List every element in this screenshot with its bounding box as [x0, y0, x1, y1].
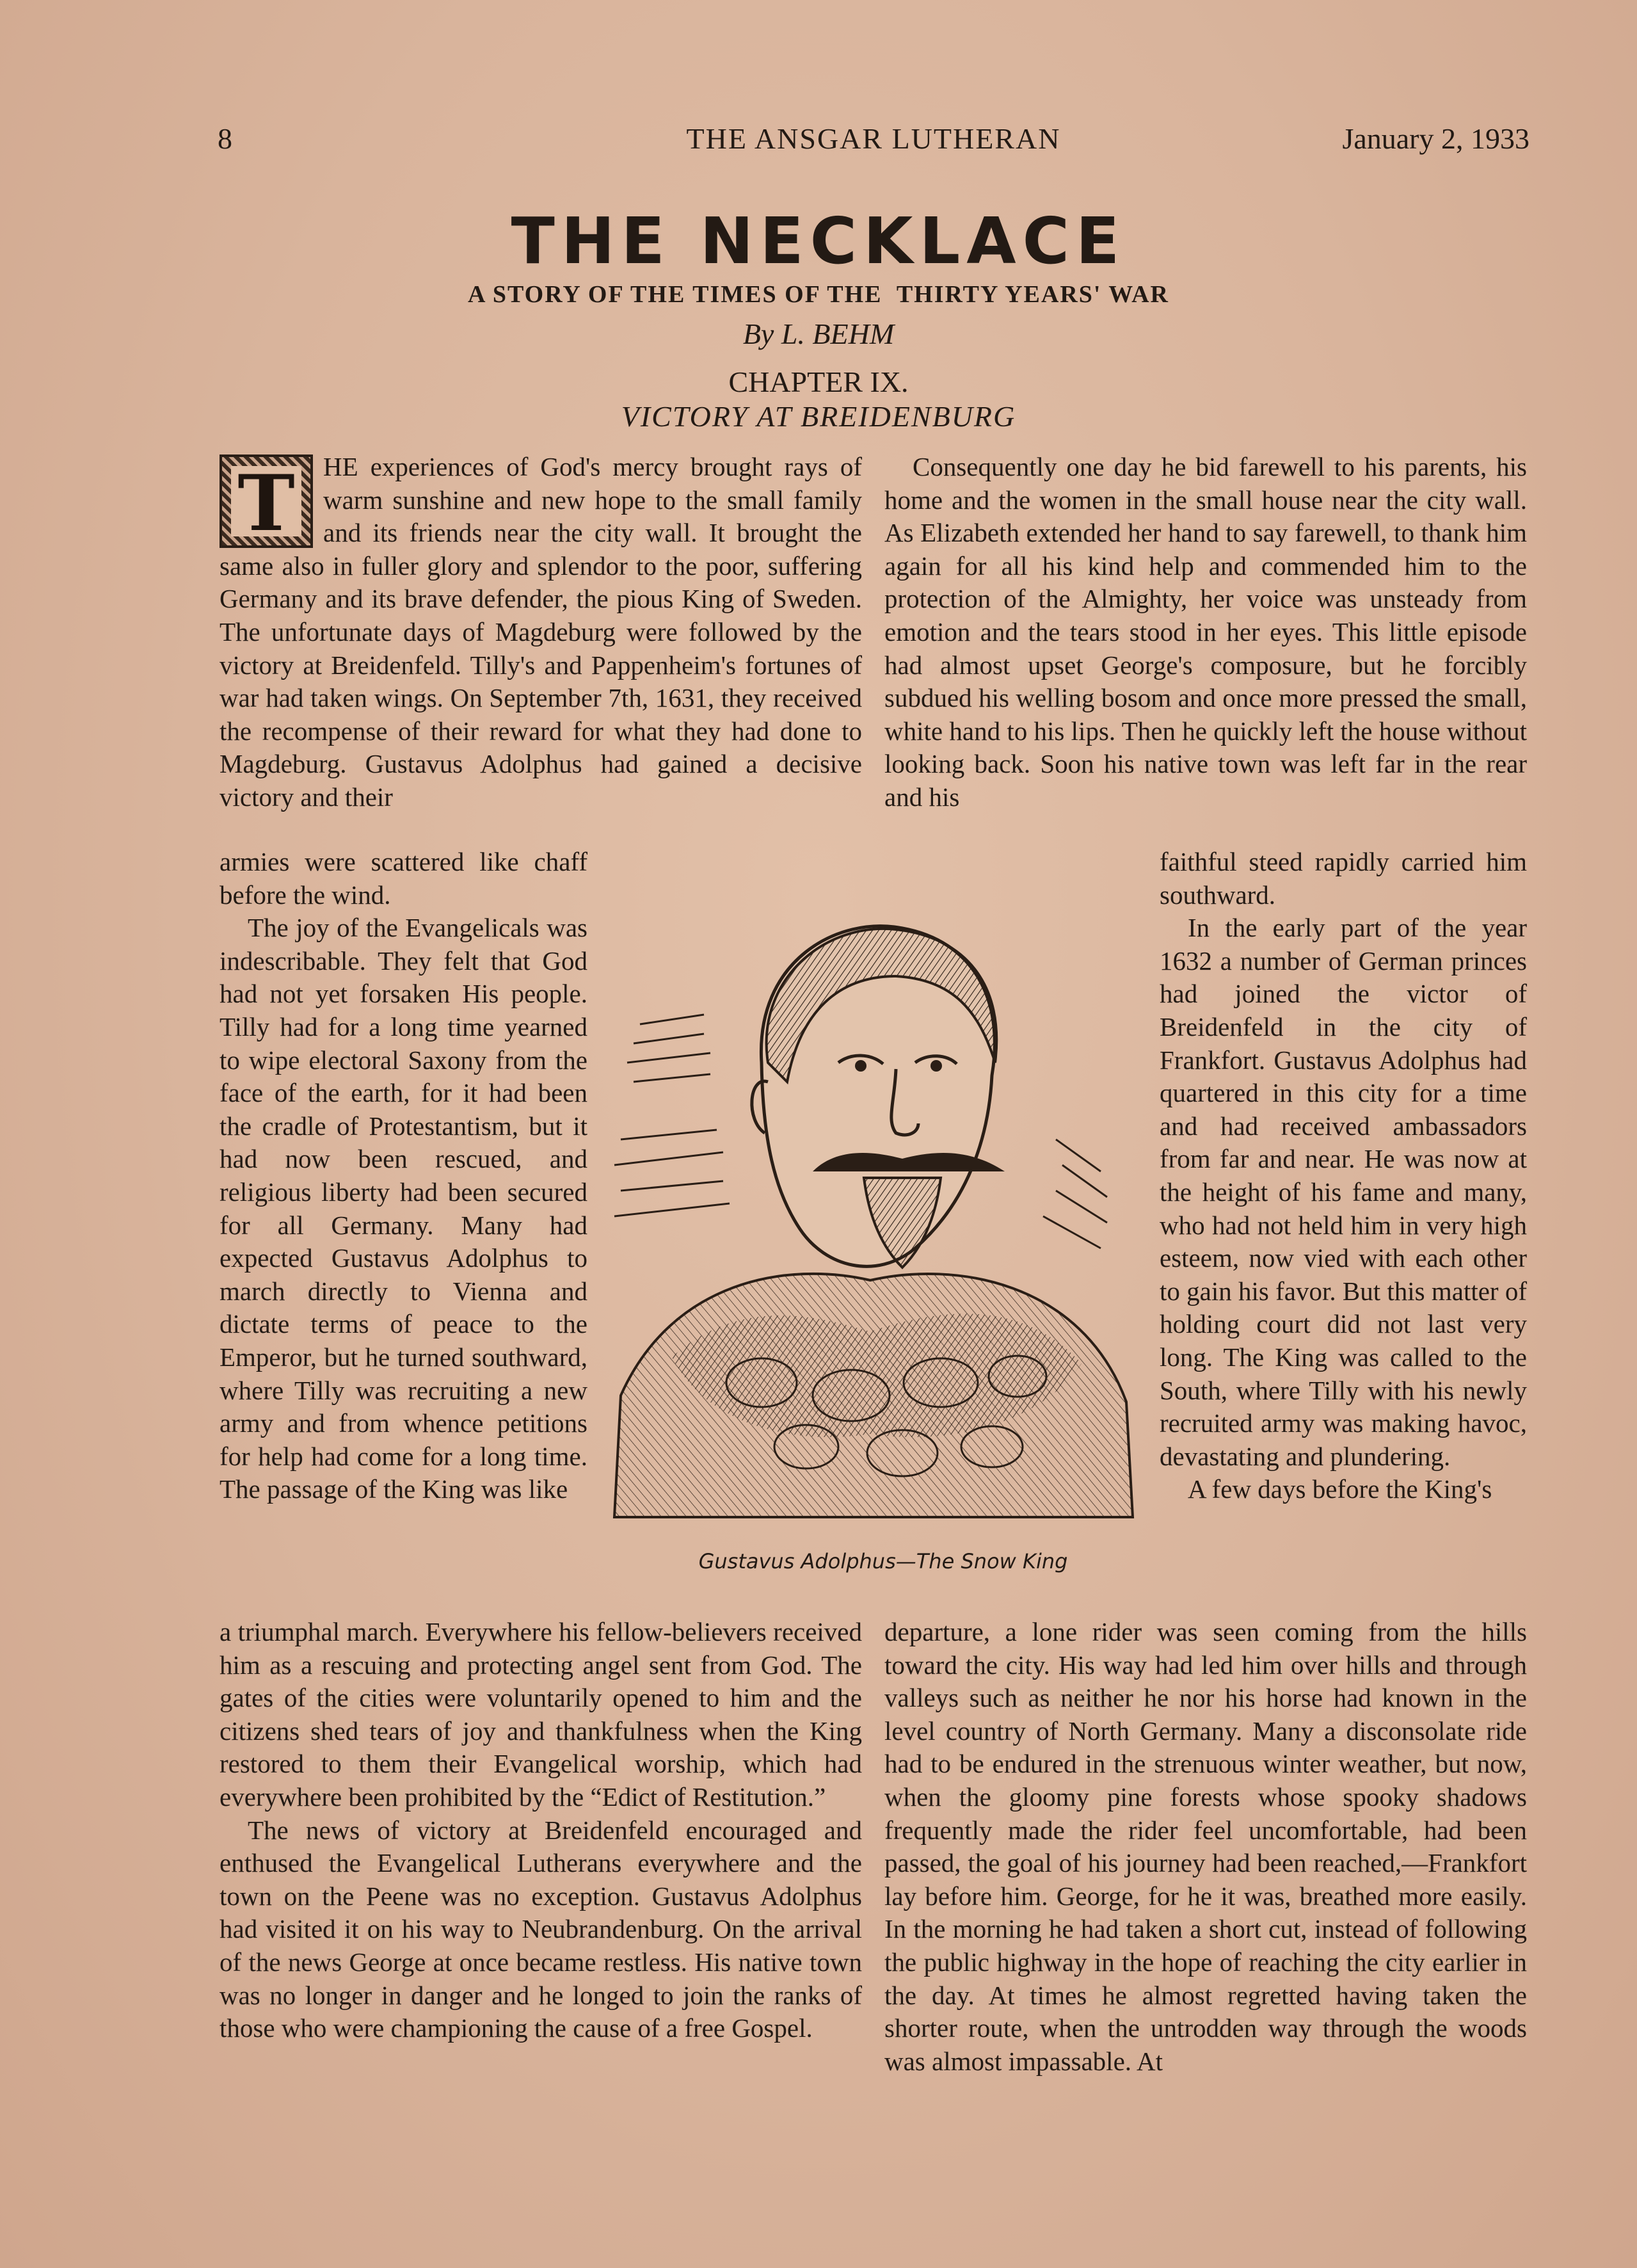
- paragraph: The joy of the Evangelicals was indescribable. They felt that God had not yet forsaken His people. Tilly had for a long time yearned to wipe electoral Saxony from the face of the earth, for it had been the cradle of Protestantism, but it had now been rescued, and religious liberty had been secured for all Germany. Many had expected Gustavus Adolphus to march directly to Vienna and dictate terms of peace to the Emperor, but he turned southward, where Tilly was recruiting a new army and from whence petitions for help had come for a long time. The passage of the King was like: [220, 913, 587, 1504]
- paragraph: a triumphal march. Everywhere his fellow-believers received him as a rescuing and protecting angel sent from God. The gates of the cities were voluntarily opened to him and the citizens shed tears of joy and thankfulness when the King restored to them their Evangelical worship, which had everywhere been prohibited by the “Edict of Restitution.”: [220, 1617, 862, 1812]
- publication-name: THE ANSGAR LUTHERAN: [686, 122, 1061, 155]
- issue-date: January 2, 1933: [1342, 122, 1529, 155]
- paragraph: HE experiences of God's mercy brought rays of warm sunshine and new hope to the small family and its friends near the city wall. It brought the same also in fuller glory and splendor to the poor, suffering Germany and its brave defender, the pious King of Sweden. The unfortunate days of Magdeburg were followed by the victory at Breidenfeld. Tilly's and Pappenheim's fortunes of war had taken wings. On September 7th, 1631, they received the recompense of their reward for what they had done to Magdeburg. Gustavus Adolphus had gained a decisive victory and their: [220, 452, 862, 812]
- article-title: THE NECKLACE: [511, 204, 1126, 278]
- drop-cap: T: [220, 454, 313, 548]
- portrait-engraving: [595, 871, 1146, 1543]
- chapter-number: CHAPTER IX.: [728, 366, 909, 398]
- paragraph: In the early part of the year 1632 a number of German princes had joined the victor of Breidenfeld in the city of Frankfort. Gustavus Adolphus had quartered in this city for a time and had received ambassadors from far and near. He was now at the height of his fame and many, who had not held him in very high esteem, now vied with each other to gain his favor. But this matter of holding court did not last very long. The King was called to the South, where Tilly with his newly recruited army was making havoc, devastating and plundering.: [1160, 913, 1527, 1471]
- paragraph: armies were scattered like chaff before the wind.: [220, 847, 587, 910]
- right-column-bottom: [884, 1616, 1527, 2078]
- paragraph: faithful steed rapidly carried him southward.: [1160, 847, 1527, 910]
- paragraph: departure, a lone rider was seen coming from the hills toward the city. His way had led him over hills and through valleys such as neither he nor his horse had known in the level country of North Germany. Many a disconsolate ride had to be endured in the strenuous winter weather, but now, when the gloomy pine forests whose spooky shadows frequently made the rider feel uncomfortable, had been passed, the goal of his journey had been reached,—Frankfort lay before him. George, for he it was, breathed more easily. In the morning he had taken a short cut, instead of following the public highway in the hope of reaching the city earlier in the day. At times he almost regretted having taken the shorter route, when the untrodden way through the woods was almost impassable. At: [884, 1617, 1527, 2076]
- running-head: [218, 122, 1529, 166]
- portrait-caption: Gustavus Adolphus—The Snow King: [698, 1549, 1068, 1573]
- paragraph: A few days before the King's: [1188, 1474, 1492, 1504]
- right-column-top: [884, 451, 1527, 814]
- article-byline: By L. BEHM: [742, 318, 895, 350]
- left-column-bottom: [220, 1616, 862, 2045]
- article-subtitle: A STORY OF THE TIMES OF THE THIRTY YEARS' WAR: [468, 281, 1169, 308]
- paragraph: The news of victory at Breidenfeld encouraged and enthused the Evangelical Lutherans everywhere and the town on the Peene was no exception. Gustavus Adolphus had visited it on his way to Neubrandenburg. On the arrival of the news George at once became restless. His native town was no longer in danger and he longed to join the ranks of those who were championing the cause of a free Gospel.: [220, 1815, 862, 2043]
- left-column-top: [220, 451, 862, 814]
- right-column-narrow: [1160, 846, 1527, 1506]
- page-number: 8: [218, 122, 232, 155]
- paragraph: Consequently one day he bid farewell to his parents, his home and the women in the small house near the city wall. As Elizabeth extended her hand to say farewell, to thank him again for all his kind help and commended him to the protection of the Almighty, her voice was unsteady from emotion and the tears stood in her eyes. This little episode had almost upset George's composure, but he forcibly subdued his welling bosom and once more pressed the small, white hand to his lips. Then he quickly left the house without looking back. Soon his native town was left far in the rear and his: [884, 452, 1527, 812]
- chapter-title: VICTORY AT BREIDENBURG: [621, 400, 1016, 433]
- left-column-narrow: [220, 846, 587, 1506]
